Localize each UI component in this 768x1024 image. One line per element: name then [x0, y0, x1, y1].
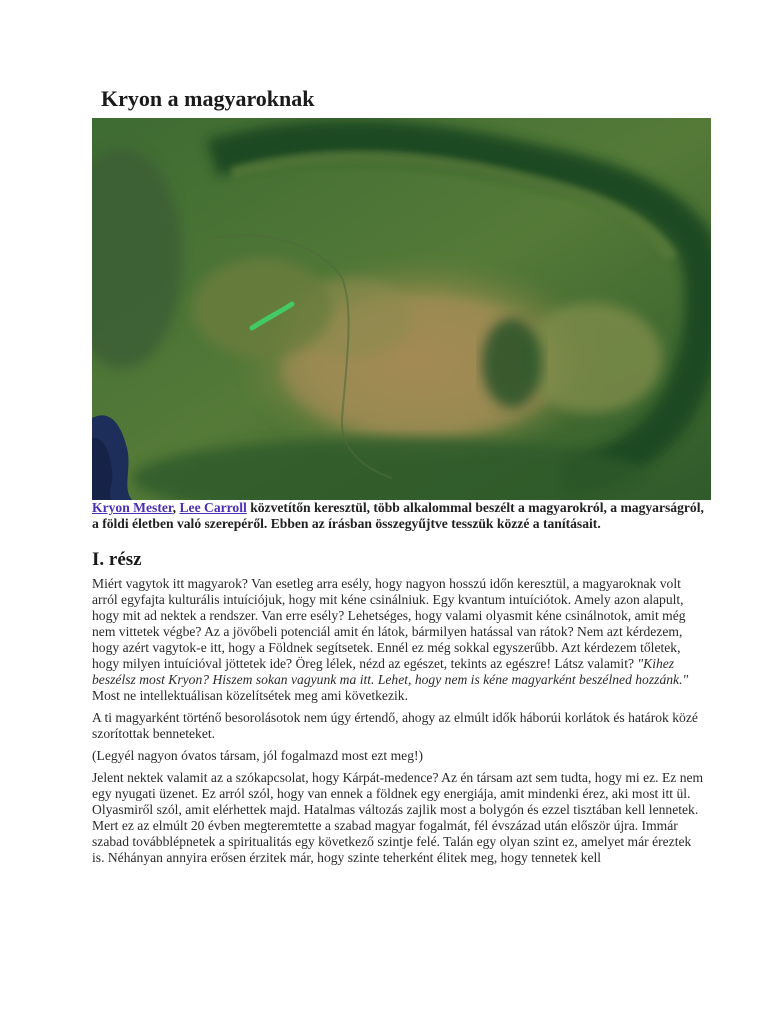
paragraph-1-text: Miért vagytok itt magyarok? Van esetleg arra esély, hogy nagyon hosszú időn keresztül, a magyaroknak volt arról egyfajta kulturális intuíciójuk, hogy mit kéne csinálniuk. Egy kvantum intuíciótok. Amely azon alapult, hogy mit ad nektek a rendszer. Van erre esély? Lehetséges, hogy valami olyasmit kéne csinálnotok, amit még nem vittetek végbe? Az a jövőbeli potenciál amit én látok, bármilyen hatással van rátok? Nem azt kérdezem, hogy azért vagytok-e itt, hogy a Földnek segítsetek. Ennél ez még sokkal egyszerűbb. Azt kérdezem tőletek, hogy milyen intuícióval jöttetek ide? Öreg lélek, nézd az egészet, tekints az egészre! Látsz valamit?: [92, 576, 686, 671]
link-lee-carroll[interactable]: Lee Carroll: [179, 500, 247, 515]
section-title: I. rész: [92, 549, 142, 570]
caption-text: közvetítőn keresztül, több alkalommal beszélt a magyarokról, a magyarságról, a földi életben való szerepéről. Ebben az írásban összegyűjtve tesszük közzé a tanításait.: [92, 500, 704, 531]
page-title: Kryon a magyaroknak: [101, 86, 315, 111]
intro-caption: [92, 500, 712, 532]
paragraph-1: [92, 576, 704, 704]
link-kryon-mester[interactable]: Kryon Mester: [92, 500, 173, 515]
paragraph-1-tail: Most ne intellektuálisan közelítsétek meg ami következik.: [92, 688, 408, 703]
paragraph-2: A ti magyarként történő besorolásotok nem úgy értendő, ahogy az elmúlt idők háborúi korlátok és határok közé szorítottak benneteket.: [92, 710, 698, 741]
caption-separator: ,: [172, 500, 180, 515]
paragraph-4: Jelent nektek valamit az a szókapcsolat, hogy Kárpát-medence? Az én társam azt sem tudta, hogy mi ez. Ez nem egy nyugati üzenet. Ez arról szól, hogy van ennek a földnek egy energiája, amit mindenki érez, aki most itt ül. Olyasmiről szól, amit elérhettek majd. Hatalmas változás zajlik most a bolygón és ezzel tisztában kell lennetek. Mert ez az elmúlt 20 évben megteremtette a szabad magyar fogalmát, fél évszázad után először újra. Immár szabad továbblépnetek a spiritualitás egy következő szintje felé. Talán egy olyan szint ez, amelyet már éreztek is. Néhányan annyira erősen érzitek már, hogy szinte teherként élitek meg, hogy tennetek kell: [92, 770, 704, 865]
paragraph-3: (Legyél nagyon óvatos társam, jól fogalmazd most ezt meg!): [92, 748, 424, 763]
paragraph-1-quote: "Kihez beszélsz most Kryon? Hiszem sokan vagyunk ma itt. Lehet, hogy nem is kéne magyarként beszélned hozzánk.": [92, 656, 689, 687]
article-body: [92, 576, 704, 872]
satellite-map-image: [92, 118, 711, 500]
